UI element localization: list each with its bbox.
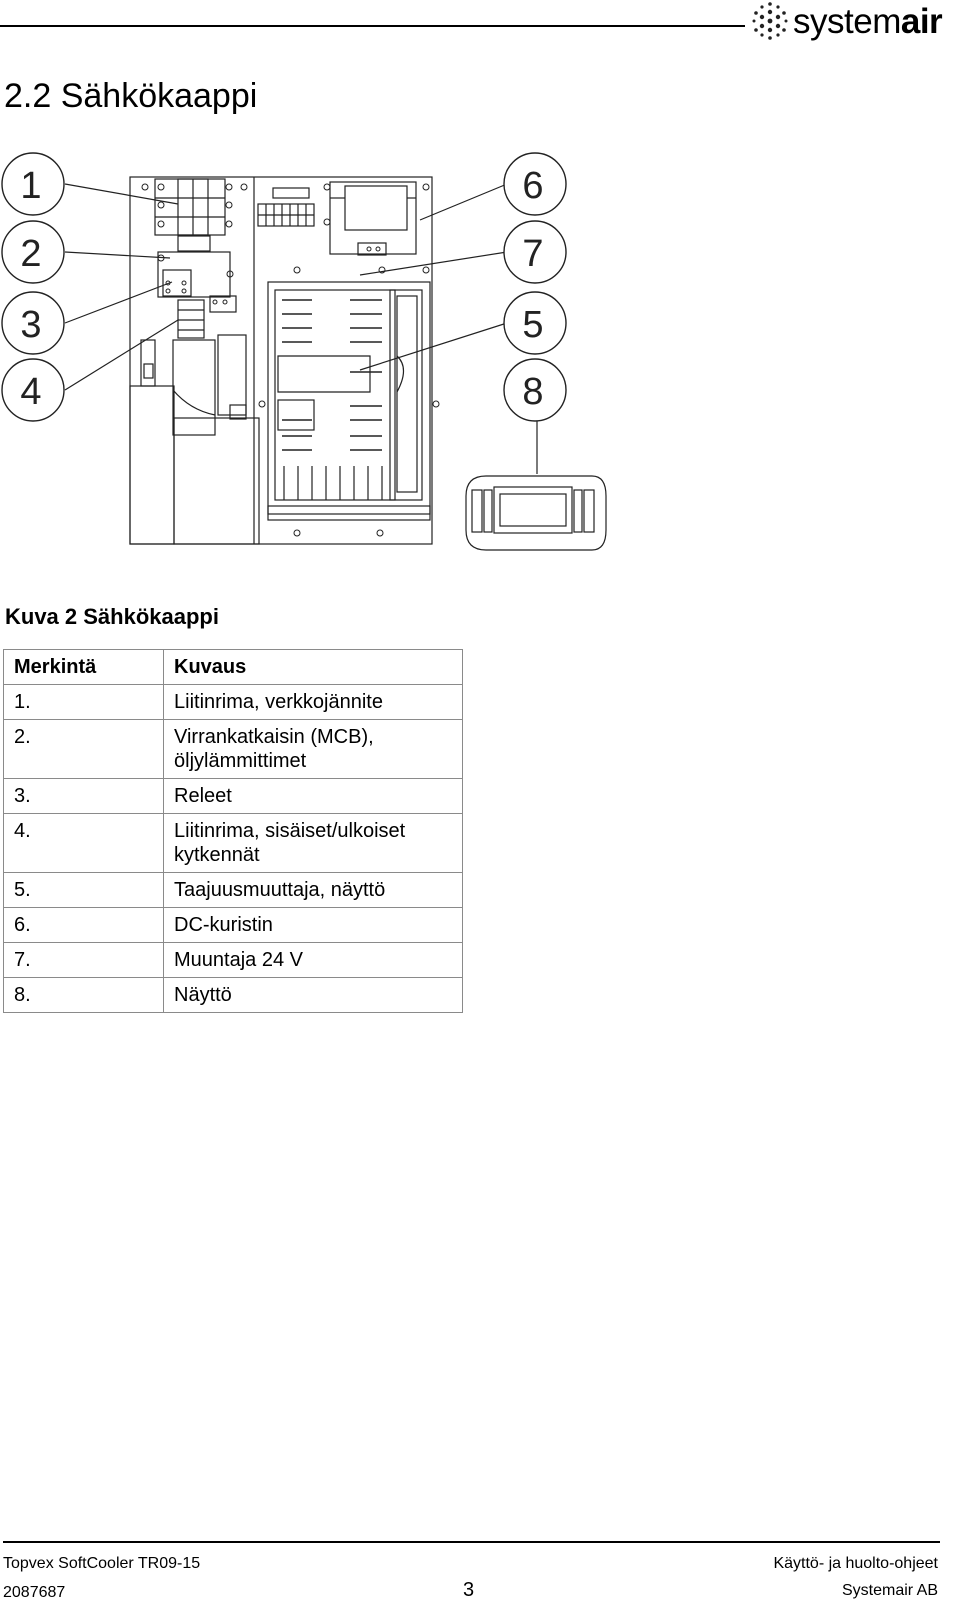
callout-label-7: 7 xyxy=(522,233,544,275)
legend-header-row xyxy=(4,650,463,685)
legend-number: 5. xyxy=(4,873,164,908)
legend-description: Taajuusmuuttaja, näyttö xyxy=(164,873,463,908)
leader-line-3 xyxy=(65,282,172,323)
legend-description: Muuntaja 24 V xyxy=(164,943,463,978)
table-row xyxy=(4,943,463,978)
cabinet-backplate xyxy=(130,177,432,544)
callout-label-3: 3 xyxy=(20,304,42,346)
legend-number: 6. xyxy=(4,908,164,943)
table-row xyxy=(4,814,463,873)
table-row xyxy=(4,779,463,814)
brand-logo-text xyxy=(793,2,942,42)
legend-table xyxy=(3,649,463,1013)
legend-description: Liitinrima, verkkojännite xyxy=(164,685,463,720)
footer-manual: Käyttö- ja huolto-ohjeet xyxy=(773,1555,938,1572)
brand-light: system xyxy=(793,2,901,41)
table-row xyxy=(4,720,463,779)
legend-description: Liitinrima, sisäiset/ulkoiset kytkennät xyxy=(164,814,463,873)
table-row xyxy=(4,978,463,1013)
section-title: 2.2 Sähkökaappi xyxy=(4,77,258,115)
leader-line-2 xyxy=(65,252,170,258)
legend-description: DC-kuristin xyxy=(164,908,463,943)
legend-number: 1. xyxy=(4,685,164,720)
callout-label-2: 2 xyxy=(20,233,42,275)
leader-line-5 xyxy=(360,323,507,370)
table-row xyxy=(4,685,463,720)
footer-company: Systemair AB xyxy=(841,1582,938,1599)
figure-caption: Kuva 2 Sähkökaappi xyxy=(5,604,219,629)
brand-bold: air xyxy=(900,2,943,41)
footer-doc-number: 2087687 xyxy=(3,1584,66,1601)
legend-header-description: Kuvaus xyxy=(164,650,463,685)
footer-rule xyxy=(3,1541,940,1543)
electrical-cabinet-figure xyxy=(0,148,620,568)
callout-label-4: 4 xyxy=(20,371,42,413)
leader-line-4 xyxy=(65,320,178,390)
legend-number: 8. xyxy=(4,978,164,1013)
legend-number: 3. xyxy=(4,779,164,814)
legend-description: Virrankatkaisin (MCB), öljylämmittimet xyxy=(164,720,463,779)
legend-description: Releet xyxy=(164,779,463,814)
leader-line-6 xyxy=(420,184,507,220)
callout-label-5: 5 xyxy=(522,304,544,346)
callout-label-8: 8 xyxy=(522,371,544,413)
callout-label-6: 6 xyxy=(522,165,544,207)
leader-line-1 xyxy=(65,184,178,204)
legend-number: 2. xyxy=(4,720,164,779)
legend-header-number: Merkintä xyxy=(4,650,164,685)
header-rule xyxy=(0,25,745,27)
legend-number: 4. xyxy=(4,814,164,873)
table-row xyxy=(4,908,463,943)
footer-product: Topvex SoftCooler TR09-15 xyxy=(3,1555,201,1572)
table-row xyxy=(4,873,463,908)
legend-number: 7. xyxy=(4,943,164,978)
legend-description: Näyttö xyxy=(164,978,463,1013)
callout-label-1: 1 xyxy=(20,165,42,207)
page-number: 3 xyxy=(463,1579,475,1601)
